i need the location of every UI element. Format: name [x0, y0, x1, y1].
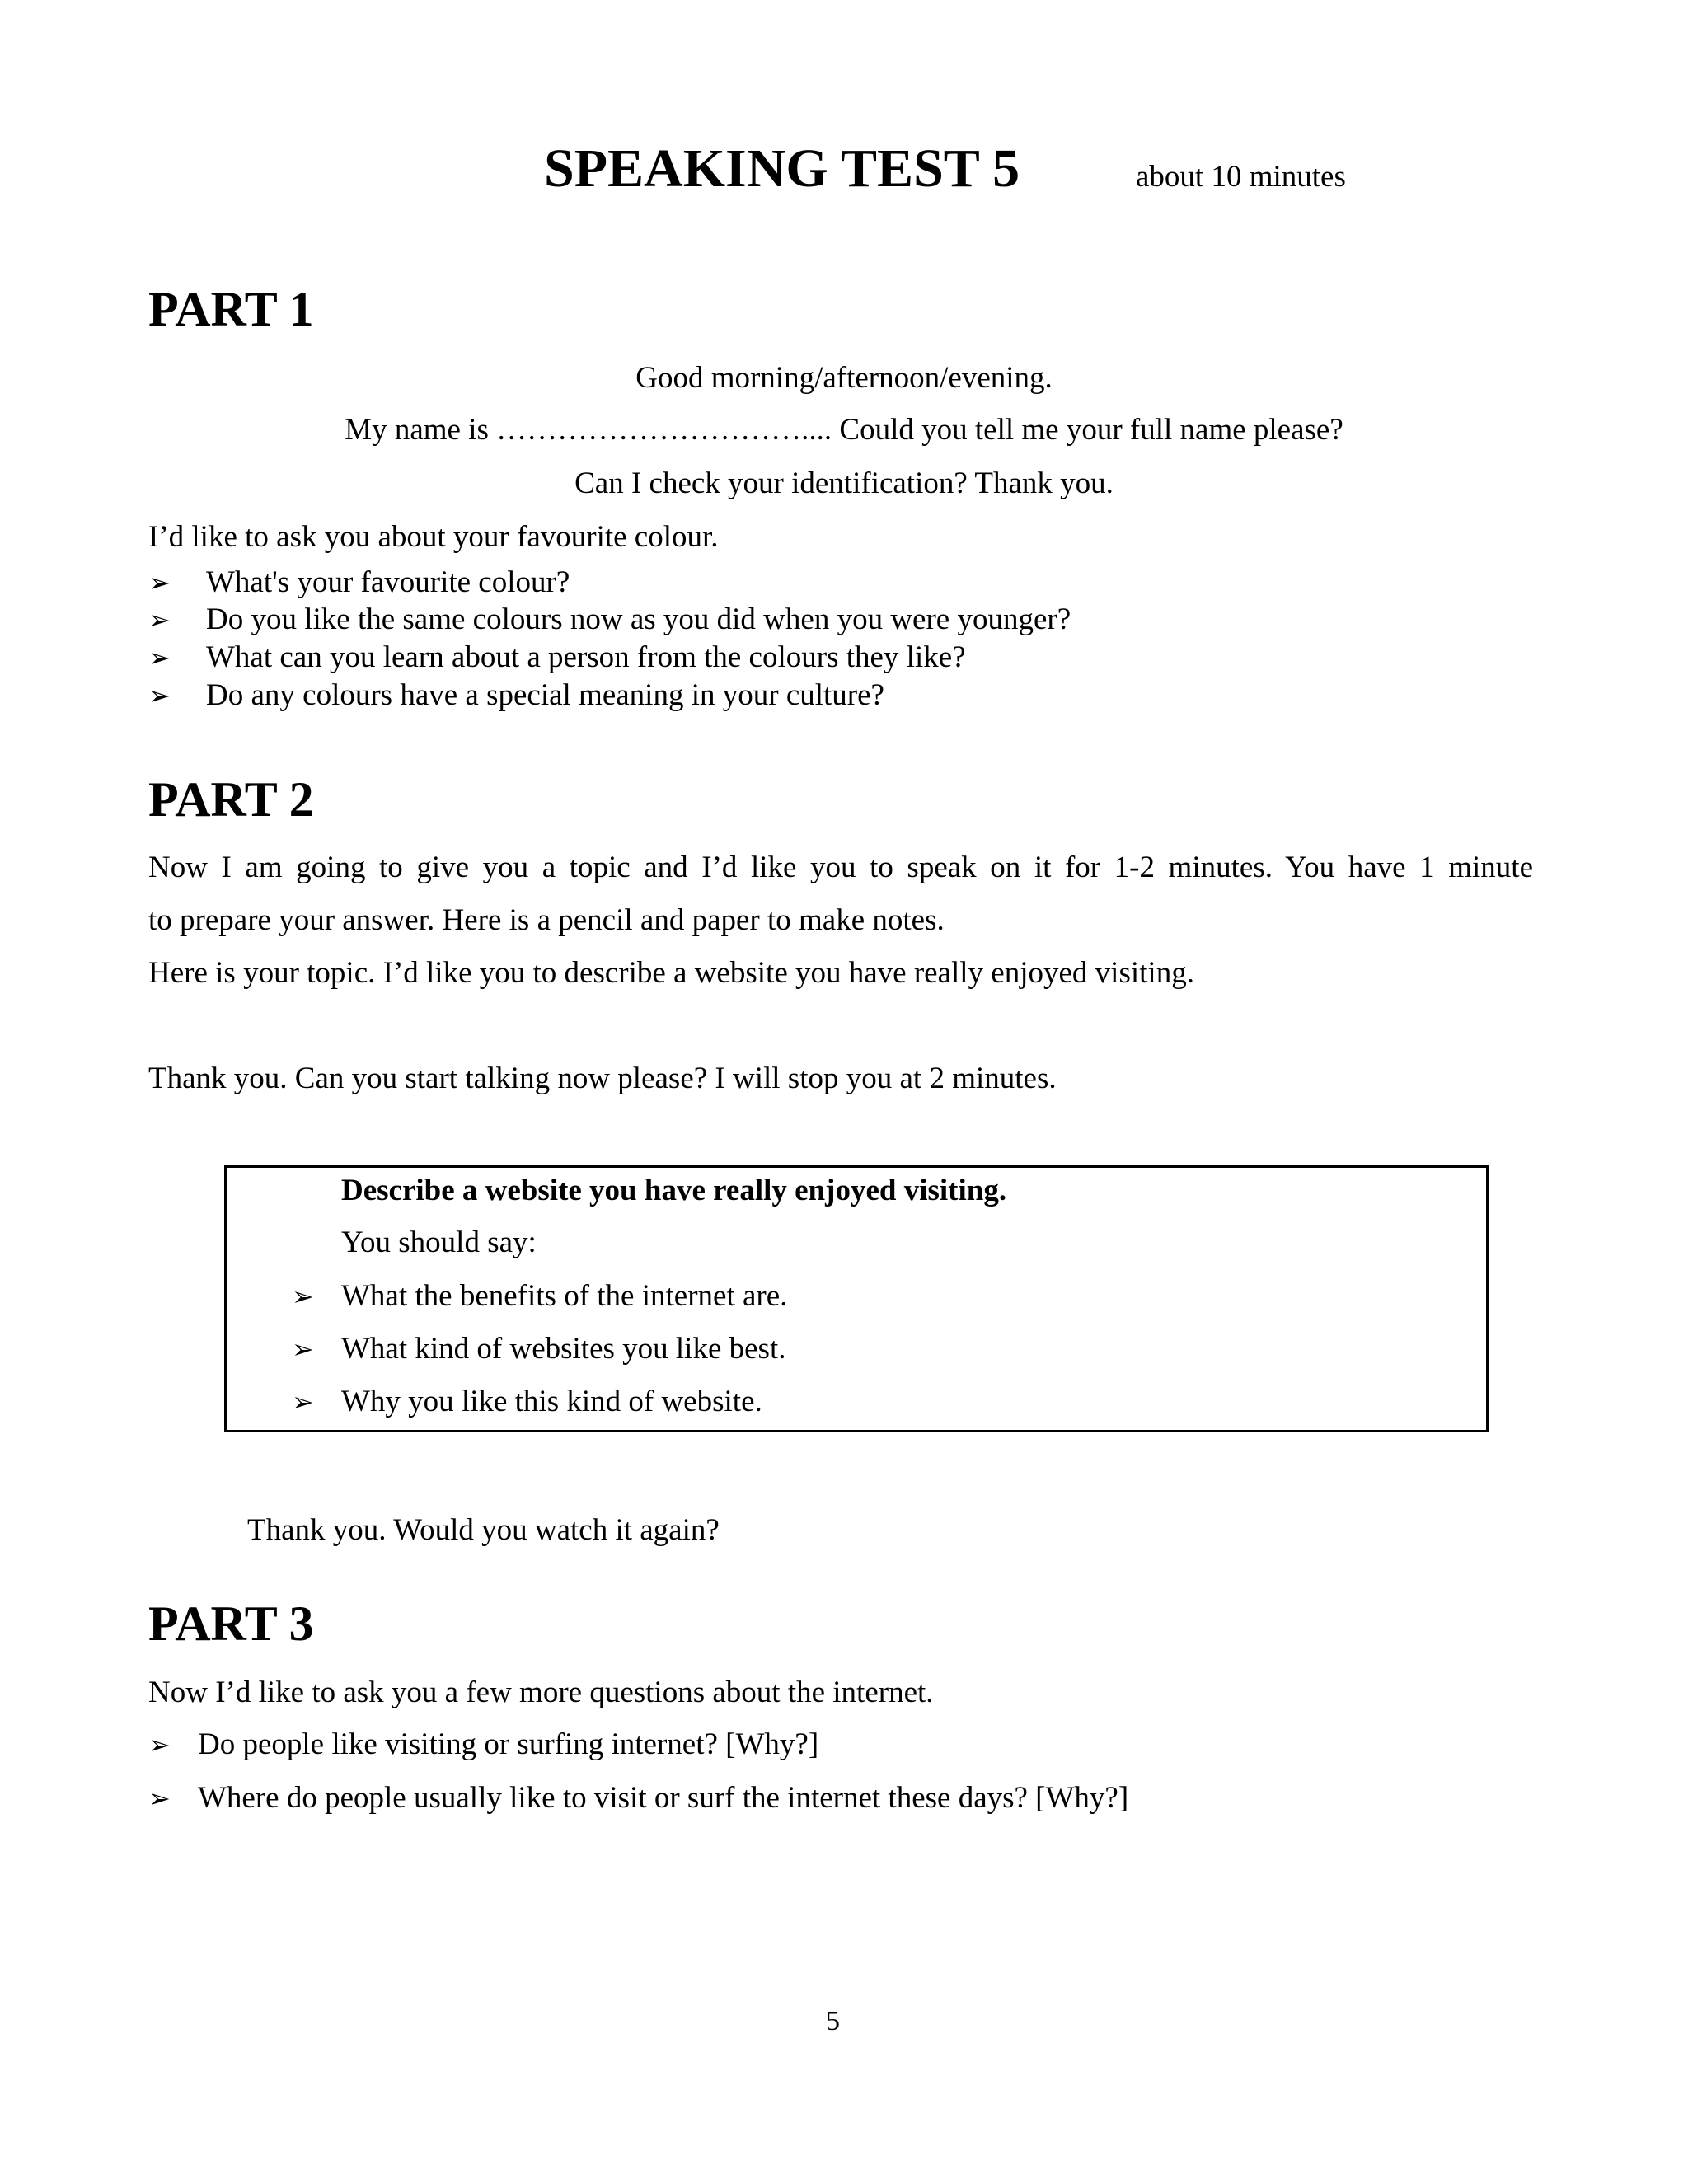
- topic-card-title: Describe a website you have really enjoyed visiting.: [341, 1174, 1007, 1207]
- arrowhead-bullet-icon: ➢: [292, 1386, 314, 1418]
- list-item: ➢ Do any colours have a special meaning in your culture?: [148, 678, 884, 712]
- part1-name-line: My name is ………………………….... Could you tell me your full name please?: [345, 413, 1343, 447]
- part1-heading: PART 1: [148, 282, 314, 336]
- arrowhead-bullet-icon: ➢: [148, 1729, 171, 1760]
- topic-card-should-say: You should say:: [341, 1226, 537, 1259]
- part2-follow-up: Thank you. Would you watch it again?: [247, 1513, 720, 1547]
- part2-start-prompt: Thank you. Can you start talking now please? I will stop you at 2 minutes.: [148, 1062, 1057, 1095]
- list-item: ➢ What can you learn about a person from the colours they like?: [148, 640, 966, 674]
- list-item: ➢ Do people like visiting or surfing internet? [Why?]: [148, 1727, 819, 1761]
- page-title: SPEAKING TEST 5: [544, 138, 1020, 199]
- part3-intro: Now I’d like to ask you a few more questions about the internet.: [148, 1675, 934, 1709]
- part2-instructions-line2: to prepare your answer. Here is a pencil and paper to make notes.: [148, 903, 945, 937]
- part2-heading: PART 2: [148, 772, 314, 827]
- duration-note: about 10 minutes: [1136, 160, 1346, 194]
- part2-instructions-line1: Now I am going to give you a topic and I’d like you to speak on it for 1-2 minutes. You have 1 minute: [148, 851, 1533, 884]
- part1-id-line: Can I check your identification? Thank you.: [574, 466, 1114, 500]
- arrowhead-bullet-icon: ➢: [148, 680, 171, 711]
- part3-heading: PART 3: [148, 1596, 314, 1651]
- arrowhead-bullet-icon: ➢: [148, 604, 171, 635]
- arrowhead-bullet-icon: ➢: [148, 642, 171, 673]
- list-item: ➢ What's your favourite colour?: [148, 565, 570, 599]
- part1-intro: I’d like to ask you about your favourite colour.: [148, 520, 719, 554]
- part1-greeting: Good morning/afternoon/evening.: [635, 361, 1053, 395]
- list-item: ➢ Where do people usually like to visit or surf the internet these days? [Why?]: [148, 1781, 1129, 1815]
- list-item: ➢ What kind of websites you like best.: [292, 1332, 786, 1366]
- arrowhead-bullet-icon: ➢: [292, 1333, 314, 1365]
- part2-topic-intro: Here is your topic. I’d like you to describe a website you have really enjoyed visiting.: [148, 956, 1194, 990]
- arrowhead-bullet-icon: ➢: [148, 1783, 171, 1814]
- page-number: 5: [826, 2006, 840, 2036]
- arrowhead-bullet-icon: ➢: [148, 567, 171, 598]
- list-item: ➢ What the benefits of the internet are.: [292, 1279, 788, 1313]
- list-item: ➢ Why you like this kind of website.: [292, 1385, 762, 1418]
- list-item: ➢ Do you like the same colours now as you did when you were younger?: [148, 602, 1071, 636]
- arrowhead-bullet-icon: ➢: [292, 1281, 314, 1312]
